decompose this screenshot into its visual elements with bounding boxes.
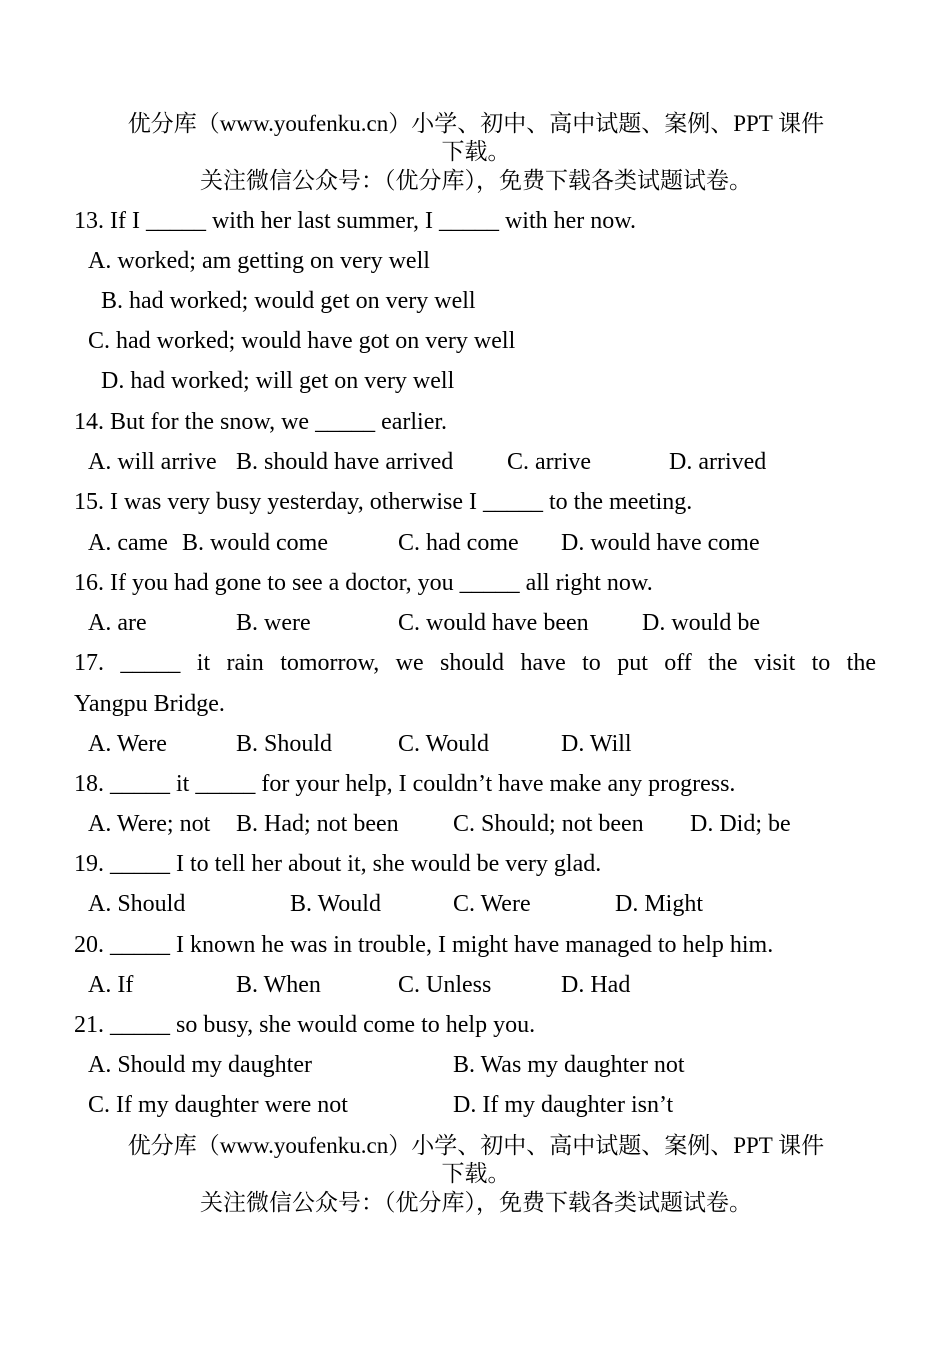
question-18-option-d: D. Did; be [690,811,791,837]
question-17-option-d: D. Will [561,731,632,757]
question-16-stem: 16. If you had gone to see a doctor, you _____ all right now. [74,570,653,596]
question-13-option-d: D. had worked; will get on very well [101,368,455,394]
header-top-line1: 优分库（www.youfenku.cn）小学、初中、高中试题、案例、PPT 课件 [127,111,825,136]
header-top-line3: 关注微信公众号：（优分库），免费下载各类试题试卷。 [200,168,752,193]
question-18-option-c: C. Should; not been [453,811,644,837]
question-17-option-b: B. Should [236,731,333,757]
question-19-option-b: B. Would [290,891,381,917]
question-21-option-c: C. If my daughter were not [88,1092,348,1118]
header-top-line2: 下载。 [441,139,511,164]
question-19-option-d: D. Might [615,891,704,917]
question-17-option-a: A. Were [88,731,167,757]
question-17-stem-line1: 17. _____ it rain tomorrow, we should have to put off the visit to the [74,650,876,676]
question-15-option-b: B. would come [182,530,328,556]
question-16-option-a: A. are [88,610,147,636]
question-16-option-d: D. would be [642,610,760,636]
question-13-option-a: A. worked; am getting on very well [88,248,430,274]
question-20-option-a: A. If [88,972,134,998]
question-17-option-c: C. Would [398,731,489,757]
question-16-option-b: B. were [236,610,311,636]
question-16-option-c: C. would have been [398,610,589,636]
header-bottom-line1: 优分库（www.youfenku.cn）小学、初中、高中试题、案例、PPT 课件 [127,1133,825,1158]
question-21-option-b: B. Was my daughter not [453,1052,685,1078]
question-21-option-d: D. If my daughter isn’t [453,1092,674,1118]
question-14-stem: 14. But for the snow, we _____ earlier. [74,409,448,435]
question-20-stem: 20. _____ I known he was in trouble, I might have managed to help him. [74,932,774,958]
question-14-option-d: D. arrived [669,449,767,475]
question-13-option-b: B. had worked; would get on very well [101,288,476,314]
question-18-stem: 18. _____ it _____ for your help, I couldn’t have make any progress. [74,771,736,797]
question-15-option-d: D. would have come [561,530,760,556]
question-19-option-a: A. Should [88,891,186,917]
question-14-option-c: C. arrive [507,449,591,475]
question-14-option-a: A. will arrive [88,449,217,475]
question-21-stem: 21. _____ so busy, she would come to help you. [74,1012,536,1038]
header-bottom-line3: 关注微信公众号：（优分库），免费下载各类试题试卷。 [200,1190,752,1215]
question-18-option-a: A. Were; not [88,811,211,837]
question-21-option-a: A. Should my daughter [88,1052,312,1078]
question-14-option-b: B. should have arrived [236,449,454,475]
question-20-option-c: C. Unless [398,972,492,998]
question-19-option-c: C. Were [453,891,531,917]
question-15-option-c: C. had come [398,530,519,556]
question-19-stem: 19. _____ I to tell her about it, she would be very glad. [74,851,602,877]
question-17-stem-line2: Yangpu Bridge. [74,691,225,717]
question-13-option-c: C. had worked; would have got on very well [88,328,516,354]
question-15-stem: 15. I was very busy yesterday, otherwise I _____ to the meeting. [74,489,693,515]
question-20-option-b: B. When [236,972,321,998]
question-15-option-a: A. came [88,530,168,556]
question-13-stem: 13. If I _____ with her last summer, I _____ with her now. [74,208,637,234]
header-bottom-line2: 下载。 [441,1161,511,1186]
question-18-option-b: B. Had; not been [236,811,399,837]
question-20-option-d: D. Had [561,972,631,998]
